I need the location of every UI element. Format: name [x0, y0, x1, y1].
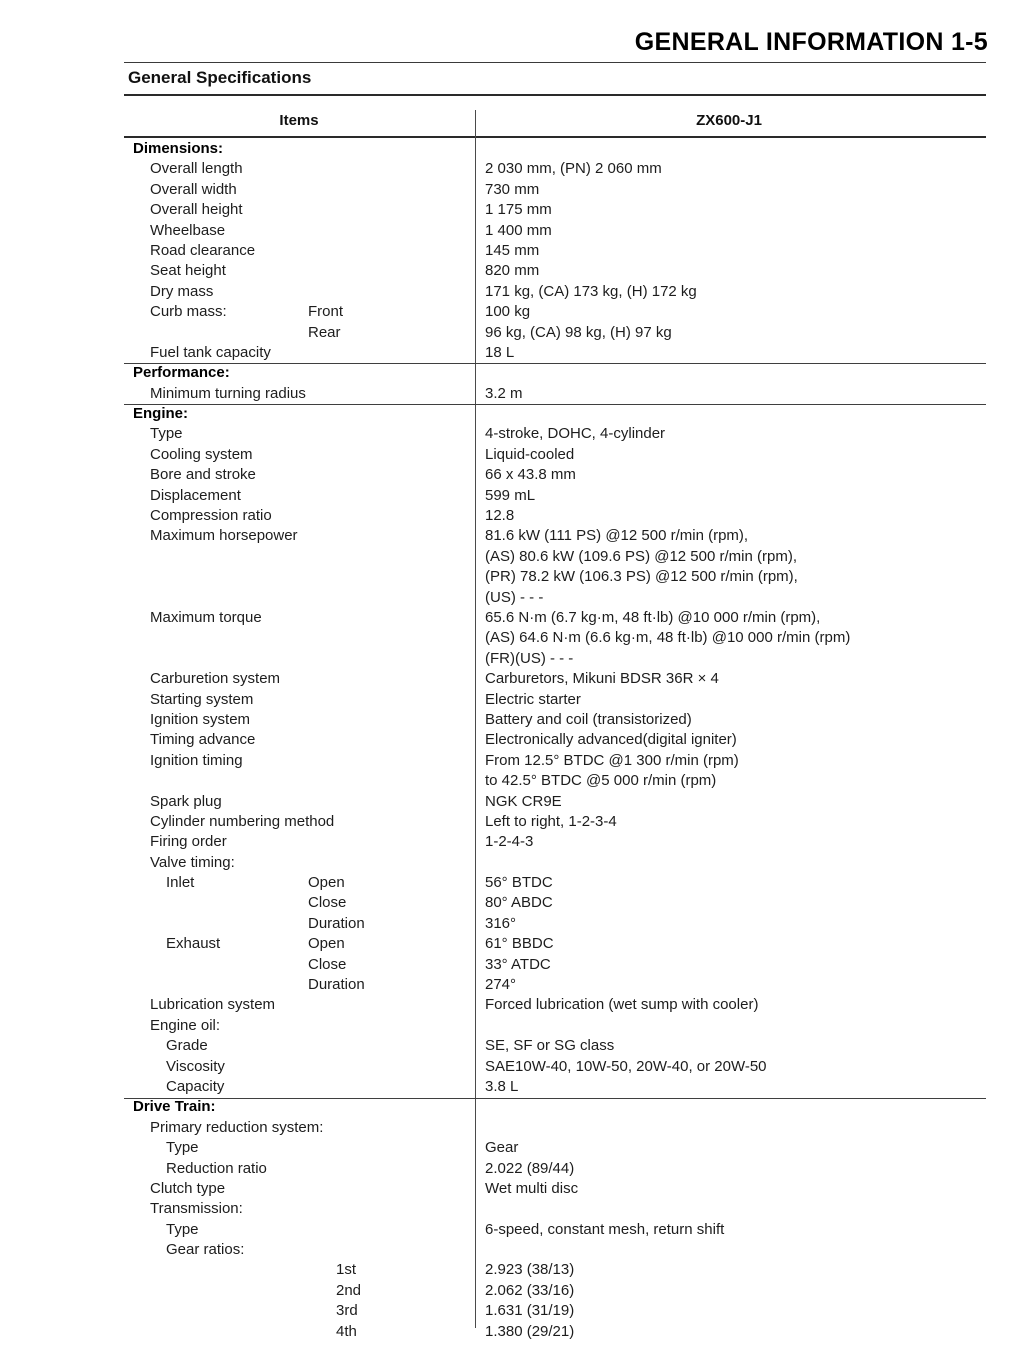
- spec-label: 4th: [336, 1322, 357, 1340]
- spec-row: [124, 1199, 986, 1219]
- spec-value: 2.022 (89/44): [485, 1159, 575, 1177]
- spec-value: Liquid-cooled: [485, 445, 575, 463]
- spec-label: 1st: [336, 1261, 357, 1279]
- spec-value: 2.923 (38/13): [485, 1261, 575, 1279]
- spec-row: [124, 995, 986, 1015]
- spec-label: Firing order: [150, 833, 227, 851]
- spec-row: [124, 1036, 986, 1056]
- spec-label: Capacity: [166, 1077, 225, 1095]
- spec-label: Type: [150, 425, 183, 443]
- running-head: [110, 30, 988, 55]
- spec-value: Electric starter: [485, 690, 581, 708]
- spec-row: [124, 221, 986, 241]
- spec-row: [124, 730, 986, 750]
- spec-value: Left to right, 1-2-3-4: [485, 812, 617, 830]
- spec-row: [124, 588, 986, 608]
- spec-section-row: [124, 1097, 986, 1117]
- spec-row: [124, 955, 986, 975]
- spec-row: [124, 812, 986, 832]
- spec-label: 3rd: [336, 1302, 358, 1320]
- spec-value: Electronically advanced(digital igniter): [485, 731, 737, 749]
- spec-label: Viscosity: [166, 1057, 225, 1075]
- spec-sublabel: Open: [308, 935, 345, 953]
- spec-row: [124, 445, 986, 465]
- spec-value: 145 mm: [485, 241, 540, 259]
- spec-label: Cooling system: [150, 445, 253, 463]
- spec-sublabel: Rear: [308, 323, 341, 341]
- spec-value: 599 mL: [485, 486, 536, 504]
- section-label: Drive Train:: [133, 1098, 216, 1116]
- spec-value: 80° ABDC: [485, 894, 553, 912]
- spec-sublabel: Duration: [308, 976, 365, 994]
- column-header-model: ZX600-J1: [696, 112, 762, 129]
- spec-value: (FR)(US) - - -: [485, 649, 574, 667]
- spec-row: [124, 506, 986, 526]
- spec-label: Clutch type: [150, 1179, 226, 1197]
- spec-row: [124, 384, 986, 404]
- spec-value: 18 L: [485, 343, 515, 361]
- spec-label: Transmission:: [150, 1200, 243, 1218]
- spec-row: [124, 1057, 986, 1077]
- spec-row: [124, 1301, 986, 1321]
- spec-row: [124, 893, 986, 913]
- spec-row: [124, 180, 986, 200]
- spec-value: Forced lubrication (wet sump with cooler): [485, 996, 759, 1014]
- spec-value: Wet multi disc: [485, 1179, 579, 1197]
- spec-row: [124, 649, 986, 669]
- spec-row: [124, 975, 986, 995]
- spec-row: [124, 771, 986, 791]
- spec-label: Overall height: [150, 201, 243, 219]
- spec-row: [124, 1179, 986, 1199]
- spec-row: [124, 159, 986, 179]
- spec-label: Grade: [166, 1037, 208, 1055]
- spec-label: Overall width: [150, 180, 237, 198]
- spec-row: [124, 486, 986, 506]
- spec-value: 3.2 m: [485, 384, 523, 402]
- spec-row: [124, 261, 986, 281]
- spec-row: [124, 832, 986, 852]
- spec-value: 1 400 mm: [485, 221, 552, 239]
- spec-value: 1.631 (31/19): [485, 1302, 575, 1320]
- spec-row: [124, 241, 986, 261]
- spec-row: [124, 343, 986, 363]
- spec-label: Displacement: [150, 486, 241, 504]
- spec-row: [124, 1260, 986, 1280]
- section-label: Engine:: [133, 405, 188, 423]
- spec-label: Type: [166, 1139, 199, 1157]
- spec-row: [124, 465, 986, 485]
- spec-label: Wheelbase: [150, 221, 226, 239]
- spec-section-row: [124, 363, 986, 383]
- spec-value: 56° BTDC: [485, 874, 553, 892]
- spec-value: 4-stroke, DOHC, 4-cylinder: [485, 425, 666, 443]
- spec-label: Dry mass: [150, 282, 214, 300]
- spec-row: [124, 1118, 986, 1138]
- spec-value: 274°: [485, 976, 517, 994]
- section-label: Dimensions:: [133, 140, 224, 157]
- spec-row: [124, 690, 986, 710]
- spec-value: 100 kg: [485, 303, 531, 321]
- spec-value: 171 kg, (CA) 173 kg, (H) 172 kg: [485, 282, 697, 300]
- spec-value: 96 kg, (CA) 98 kg, (H) 97 kg: [485, 323, 672, 341]
- spec-section-row: [124, 404, 986, 424]
- spec-label: Bore and stroke: [150, 466, 256, 484]
- spec-label: Road clearance: [150, 241, 256, 259]
- spec-row: [124, 1077, 986, 1097]
- spec-row: [124, 873, 986, 893]
- spec-value: (PR) 78.2 kW (106.3 PS) @12 500 r/min (rpm),: [485, 568, 798, 586]
- column-header-items: Items: [279, 112, 319, 129]
- spec-sublabel: Open: [308, 874, 345, 892]
- spec-label: Overall length: [150, 160, 243, 178]
- spec-row: [124, 323, 986, 343]
- spec-row: [124, 751, 986, 771]
- spec-value: to 42.5° BTDC @5 000 r/min (rpm): [485, 772, 717, 790]
- spec-row: [124, 282, 986, 302]
- spec-value: 33° ATDC: [485, 955, 551, 973]
- spec-value: Battery and coil (transistorized): [485, 710, 692, 728]
- spec-label: Minimum turning radius: [150, 384, 306, 402]
- spec-row: [124, 1016, 986, 1036]
- spec-label: Reduction ratio: [166, 1159, 267, 1177]
- spec-sublabel: Duration: [308, 914, 365, 932]
- spec-row: [124, 934, 986, 954]
- spec-row: [124, 608, 986, 628]
- spec-label: Maximum horsepower: [150, 527, 298, 545]
- spec-value: 65.6 N·m (6.7 kg·m, 48 ft·lb) @10 000 r/min (rpm),: [485, 608, 821, 626]
- spec-value: 316°: [485, 914, 517, 932]
- spec-row: [124, 1240, 986, 1260]
- spec-sublabel: Close: [308, 955, 347, 973]
- spec-label: Seat height: [150, 262, 226, 280]
- spec-value: 730 mm: [485, 180, 540, 198]
- spec-row: [124, 669, 986, 689]
- spec-label: Fuel tank capacity: [150, 343, 271, 361]
- spec-label: 2nd: [336, 1281, 362, 1299]
- spec-label: Ignition timing: [150, 751, 243, 769]
- header-rule-top: [124, 62, 986, 63]
- spec-value: (AS) 64.6 N·m (6.6 kg·m, 48 ft·lb) @10 000 r/min (rpm): [485, 629, 851, 647]
- spec-label: Maximum torque: [150, 608, 262, 626]
- spec-label: Ignition system: [150, 710, 251, 728]
- spec-value: 2 030 mm, (PN) 2 060 mm: [485, 160, 662, 178]
- spec-sublabel: Close: [308, 894, 347, 912]
- table-column-headers: [124, 112, 986, 134]
- spec-label: Curb mass:: [150, 303, 227, 321]
- spec-value: (US) - - -: [485, 588, 544, 606]
- header-rule-bottom: [124, 94, 986, 96]
- spec-row: [124, 1220, 986, 1240]
- spec-value: 2.062 (33/16): [485, 1281, 575, 1299]
- spec-label: Compression ratio: [150, 507, 272, 525]
- spec-label: Valve timing:: [150, 853, 235, 871]
- spec-label: Carburetion system: [150, 670, 281, 688]
- spec-row: [124, 1159, 986, 1179]
- spec-label: Cylinder numbering method: [150, 812, 335, 830]
- spec-row: [124, 567, 986, 587]
- spec-row: [124, 302, 986, 322]
- spec-value: 1.380 (29/21): [485, 1322, 575, 1340]
- spec-value: 1-2-4-3: [485, 833, 534, 851]
- spec-row: [124, 1281, 986, 1301]
- spec-value: 820 mm: [485, 262, 540, 280]
- spec-label: Timing advance: [150, 731, 256, 749]
- spec-label: Engine oil:: [150, 1016, 221, 1034]
- spec-label: Inlet: [166, 874, 195, 892]
- spec-value: 3.8 L: [485, 1077, 519, 1095]
- spec-row: [124, 526, 986, 546]
- spec-value: 81.6 kW (111 PS) @12 500 r/min (rpm),: [485, 527, 749, 545]
- spec-row: [124, 792, 986, 812]
- spec-value: 1 175 mm: [485, 201, 552, 219]
- spec-row: [124, 547, 986, 567]
- spec-section-row: [124, 139, 986, 159]
- spec-label: Starting system: [150, 690, 254, 708]
- spec-value: 66 x 43.8 mm: [485, 466, 576, 484]
- spec-value: 61° BBDC: [485, 935, 554, 953]
- spec-table-body: [124, 139, 986, 1342]
- spec-value: Gear: [485, 1139, 519, 1157]
- section-heading: General Specifications: [128, 68, 312, 87]
- spec-value: (AS) 80.6 kW (109.6 PS) @12 500 r/min (rpm),: [485, 547, 797, 565]
- spec-value: 6-speed, constant mesh, return shift: [485, 1220, 725, 1238]
- spec-row: [124, 853, 986, 873]
- section-divider: [124, 363, 986, 364]
- section-label: Performance:: [133, 364, 230, 382]
- spec-value: NGK CR9E: [485, 792, 562, 810]
- table-header-rule: [124, 136, 986, 138]
- spec-value: 12.8: [485, 507, 515, 525]
- spec-row: [124, 424, 986, 444]
- spec-label: Gear ratios:: [166, 1241, 245, 1259]
- spec-row: [124, 1138, 986, 1158]
- spec-sublabel: Front: [308, 303, 344, 321]
- spec-row: [124, 1322, 986, 1342]
- spec-row: [124, 200, 986, 220]
- spec-label: Exhaust: [166, 935, 221, 953]
- spec-label: Spark plug: [150, 792, 222, 810]
- section-divider: [124, 404, 986, 405]
- spec-label: Lubrication system: [150, 996, 276, 1014]
- section-divider: [124, 1098, 986, 1099]
- spec-label: Primary reduction system:: [150, 1118, 324, 1136]
- spec-value: Carburetors, Mikuni BDSR 36R × 4: [485, 670, 719, 688]
- spec-row: [124, 914, 986, 934]
- spec-row: [124, 710, 986, 730]
- spec-value: From 12.5° BTDC @1 300 r/min (rpm): [485, 751, 739, 769]
- spec-value: SE, SF or SG class: [485, 1037, 615, 1055]
- page-title: GENERAL INFORMATION 1-5: [634, 28, 988, 56]
- spec-label: Type: [166, 1220, 199, 1238]
- spec-value: SAE10W-40, 10W-50, 20W-40, or 20W-50: [485, 1057, 767, 1075]
- spec-row: [124, 628, 986, 648]
